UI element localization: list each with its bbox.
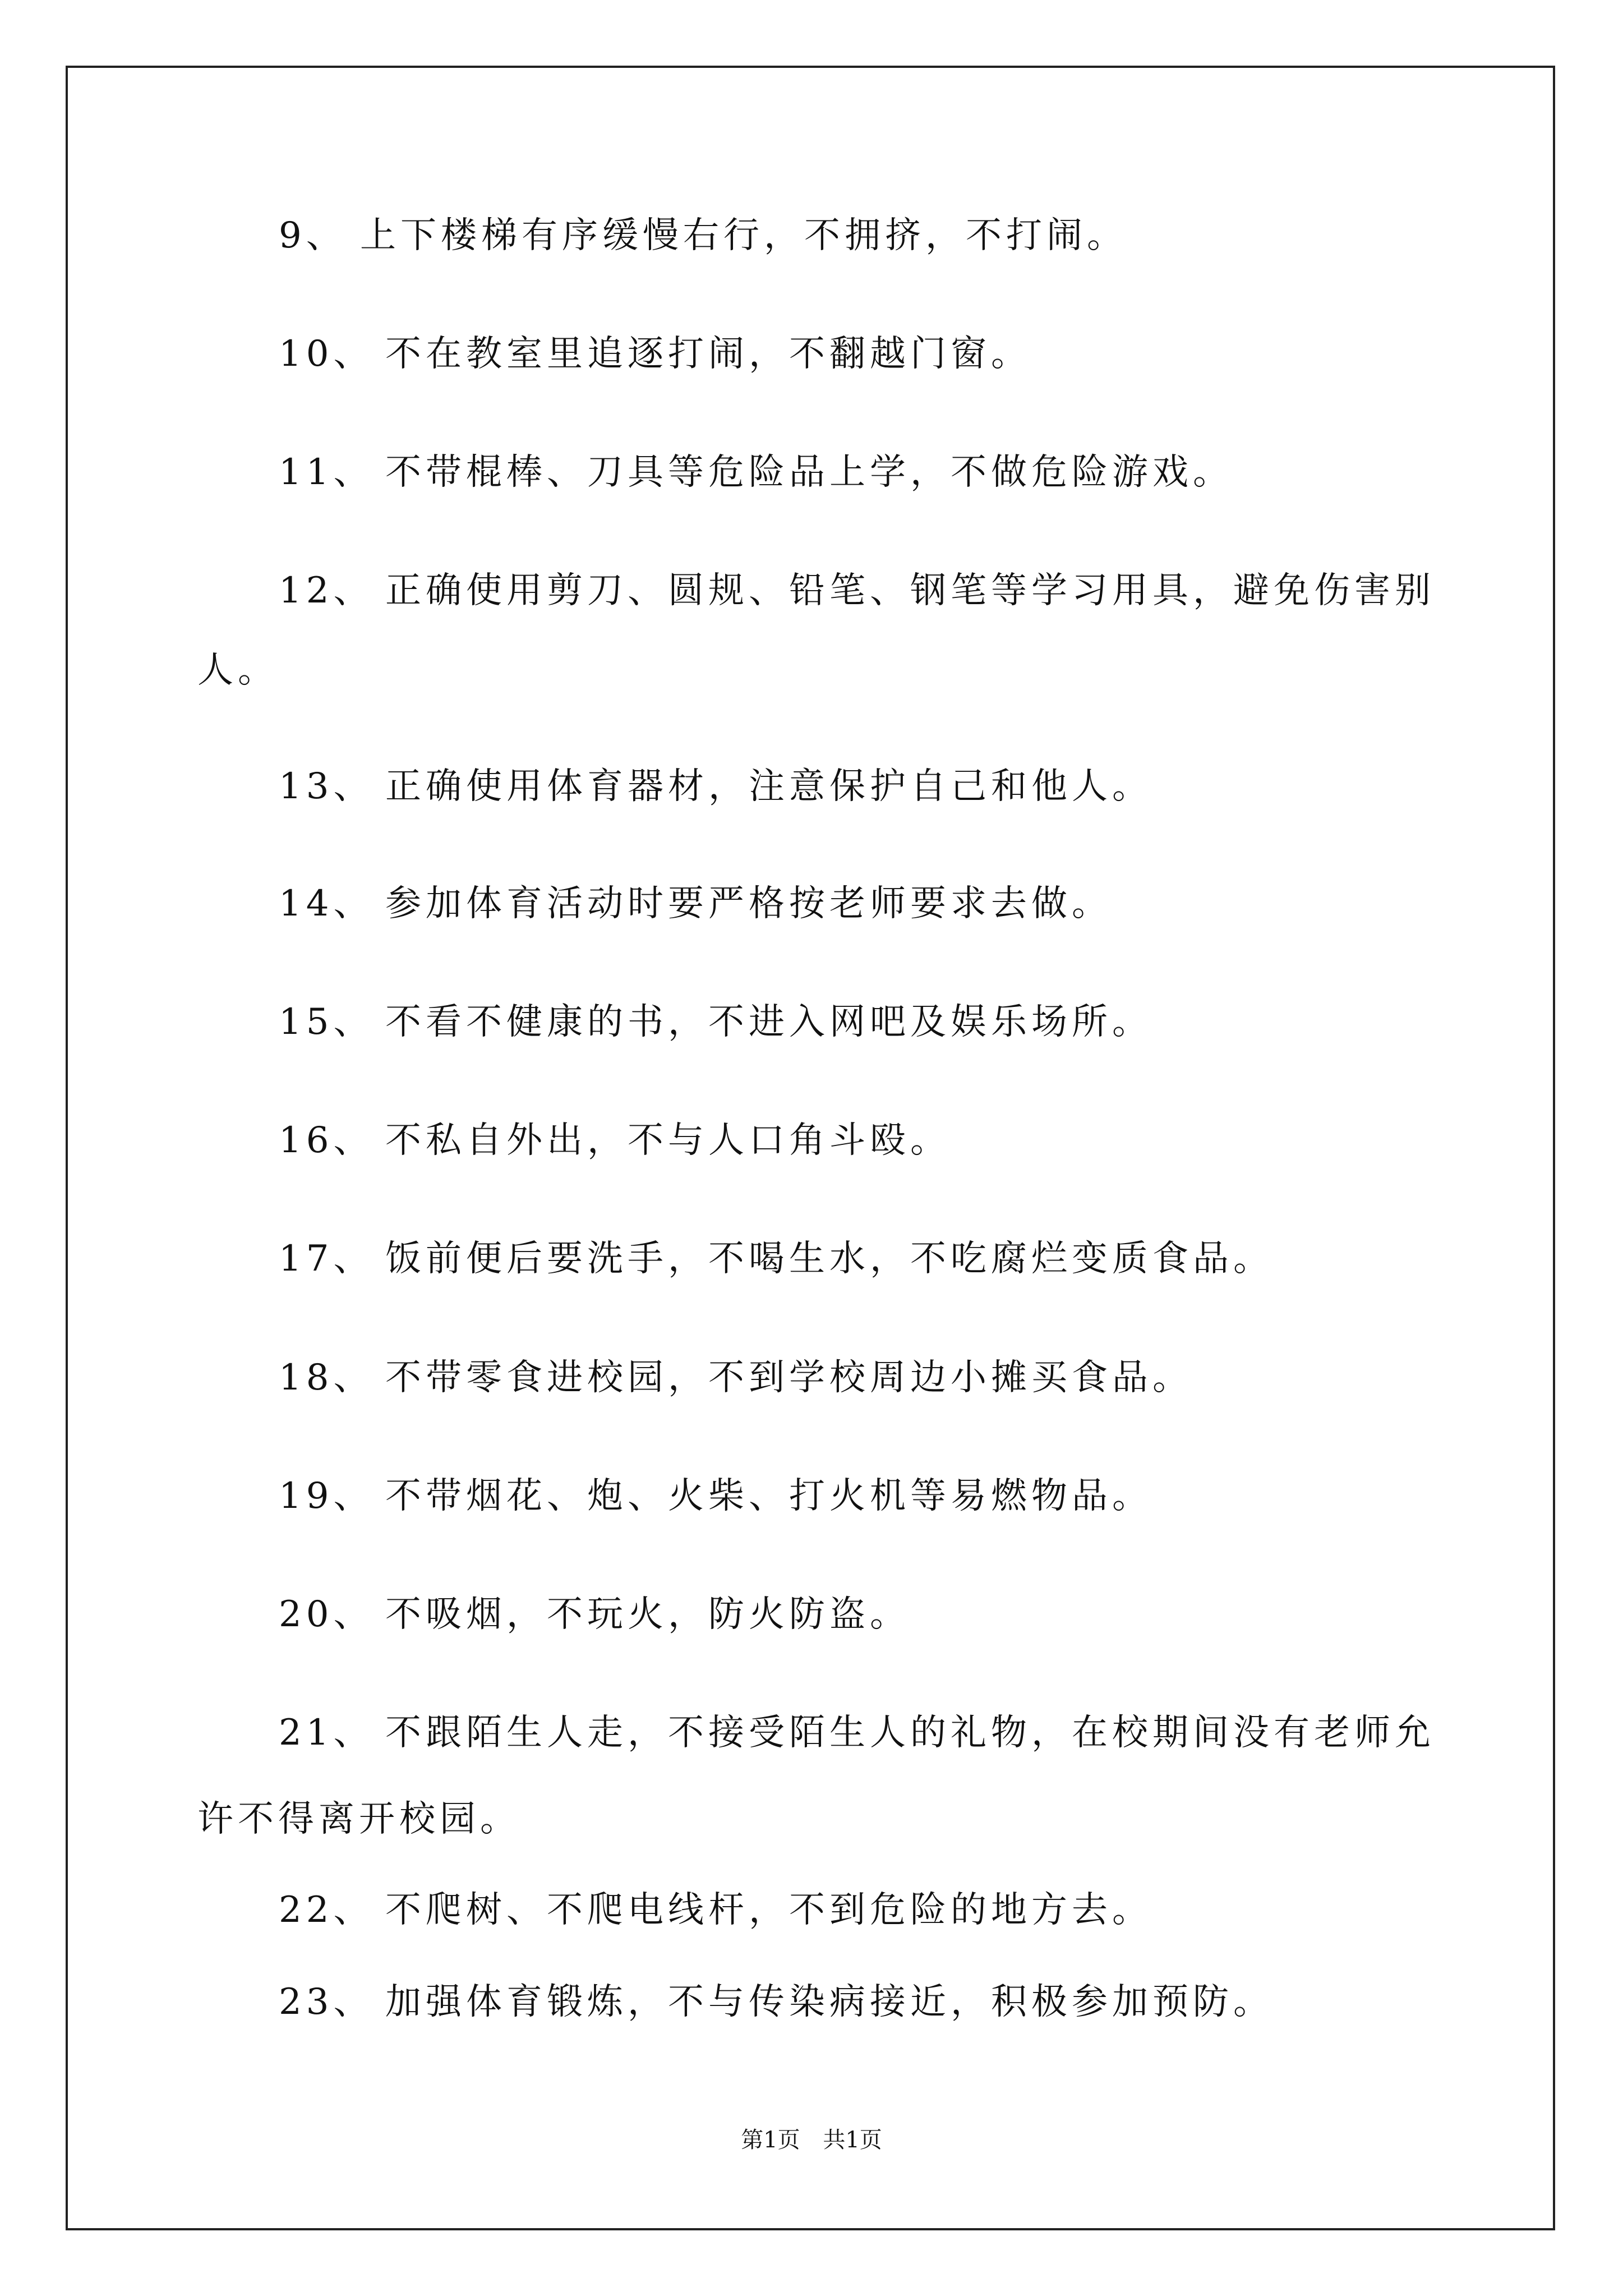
item-number: 19、: [279, 1475, 374, 1517]
item-text: 不吸烟，不玩火，防火防盗。: [385, 1594, 910, 1635]
page-number: 第1页: [741, 2127, 800, 2153]
item-text: 不带零食进校园，不到学校周边小摊买食品。: [385, 1357, 1193, 1398]
item-number: 12、: [279, 570, 374, 611]
item-text: 不带棍棒、刀具等危险品上学，不做危险游戏。: [385, 452, 1233, 493]
item-number: 14、: [279, 883, 374, 924]
item-number: 15、: [279, 1001, 374, 1043]
item-text-continuation: 人。: [197, 650, 278, 691]
item-number: 11、: [279, 452, 374, 493]
item-text: 上下楼梯有序缓慢右行，不拥挤，不打闹。: [360, 215, 1127, 256]
item-text: 正确使用体育器材，注意保护自己和他人。: [385, 766, 1152, 807]
page-footer: [0, 2126, 1623, 2154]
item-number: 21、: [279, 1712, 374, 1754]
item-number: 20、: [279, 1594, 374, 1635]
item-text: 不看不健康的书，不进入网吧及娱乐场所。: [385, 1001, 1152, 1043]
item-text: 加强体育锻炼，不与传染病接近，积极参加预防。: [385, 1981, 1274, 2023]
item-number: 23、: [279, 1981, 374, 2023]
item-text: 不私自外出，不与人口角斗殴。: [385, 1120, 951, 1161]
item-text: 正确使用剪刀、圆规、铅笔、钢笔等学习用具，避免伤害别: [385, 570, 1435, 611]
item-text: 不在教室里追逐打闹，不翻越门窗。: [385, 333, 1031, 375]
page-total: 共1页: [823, 2127, 882, 2153]
item-text: 不爬树、不爬电线杆，不到危险的地方去。: [385, 1889, 1152, 1931]
item-number: 9、: [279, 215, 347, 256]
item-text-continuation: 许不得离开校园。: [197, 1798, 520, 1840]
item-text: 不跟陌生人走，不接受陌生人的礼物，在校期间没有老师允: [385, 1712, 1435, 1754]
item-text: 不带烟花、炮、火柴、打火机等易燃物品。: [385, 1475, 1152, 1517]
item-text: 参加体育活动时要严格按老师要求去做。: [385, 883, 1112, 924]
item-number: 22、: [279, 1889, 374, 1931]
item-number: 16、: [279, 1120, 374, 1161]
item-number: 10、: [279, 333, 374, 375]
item-number: 18、: [279, 1357, 374, 1398]
item-number: 17、: [279, 1238, 374, 1280]
item-number: 13、: [279, 766, 374, 807]
item-text: 饭前便后要洗手，不喝生水，不吃腐烂变质食品。: [385, 1238, 1274, 1280]
